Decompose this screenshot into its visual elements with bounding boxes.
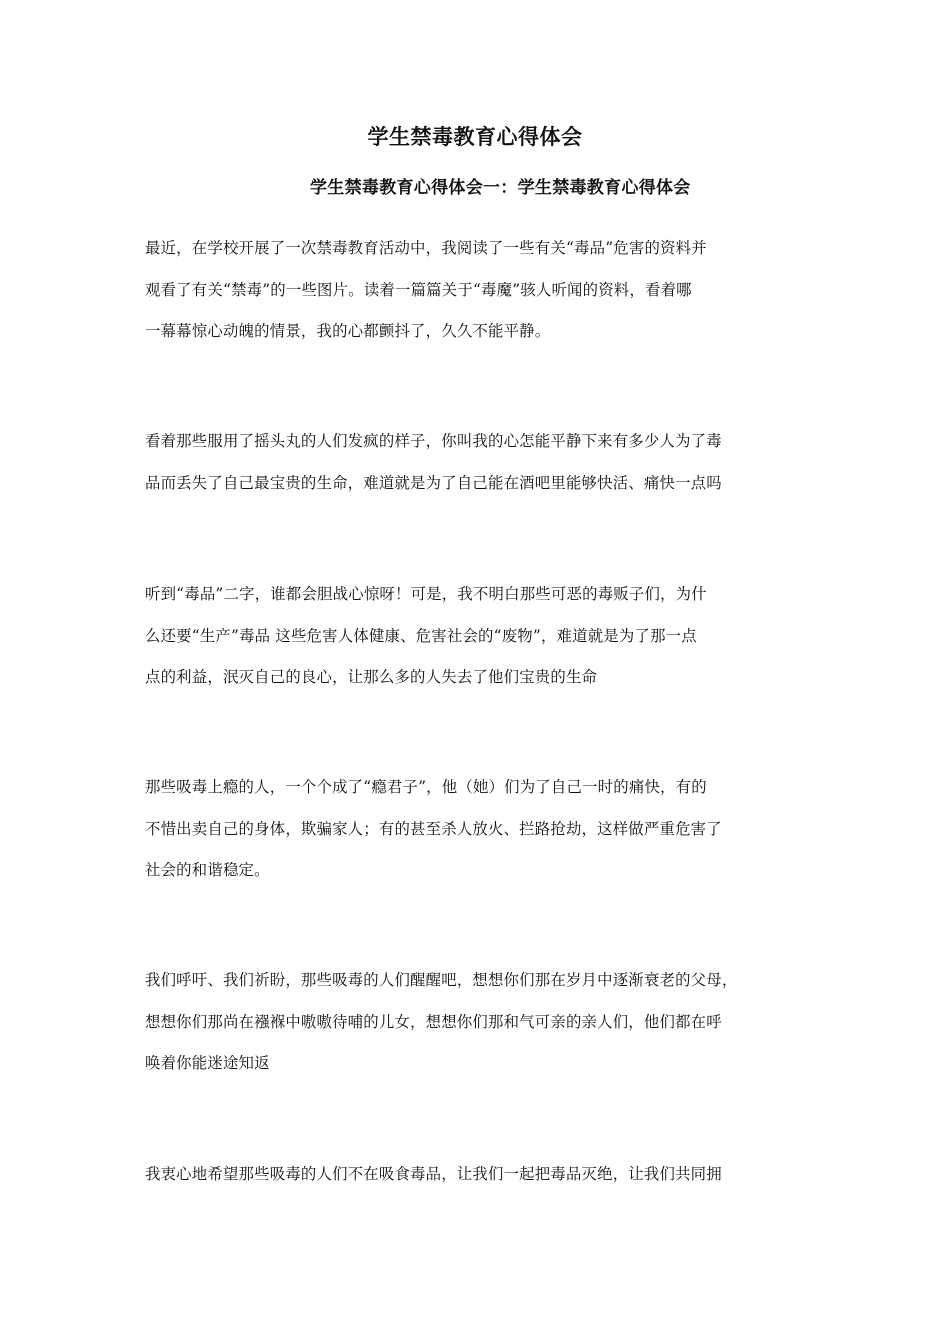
paragraph-4 bbox=[145, 767, 817, 892]
paragraph-line: 我衷心地希望那些吸毒的人们不在吸食毒品，让我们一起把毒品灭绝，让我们共同拥 bbox=[145, 1165, 722, 1183]
paragraph-line: 想想你们那尚在襁褓中嗷嗷待哺的儿女，想想你们那和气可亲的亲人们，他们都在呼 bbox=[145, 1012, 722, 1031]
paragraph-5 bbox=[145, 960, 817, 1085]
paragraph-1 bbox=[145, 228, 817, 353]
paragraph-line: 品而丢失了自己最宝贵的生命，难道就是为了自己能在酒吧里能够快活、痛快一点吗 bbox=[145, 473, 722, 492]
paragraph-6 bbox=[145, 1154, 817, 1196]
paragraph-3 bbox=[145, 574, 817, 699]
paragraph-line: 唤着你能迷途知返 bbox=[145, 1054, 270, 1072]
paragraph-line: 听到“毒品”二字，谁都会胆战心惊呀！可是，我不明白那些可恶的毒贩子们，为什 bbox=[145, 585, 707, 603]
paragraph-line: 那些吸毒上瘾的人，一个个成了“瘾君子”，他（她）们为了自己一时的痛快，有的 bbox=[145, 778, 707, 796]
paragraph-line: 一幕幕惊心动魄的情景，我的心都颤抖了，久久不能平静。 bbox=[145, 322, 551, 340]
paragraph-line: 我们呼吁、我们祈盼，那些吸毒的人们醒醒吧，想想你们那在岁月中逐渐衰老的父母， bbox=[145, 971, 738, 989]
paragraph-line: 点的利益，泯灭自己的良心，让那么多的人失去了他们宝贵的生命 bbox=[145, 668, 598, 686]
paragraph-2 bbox=[145, 421, 817, 504]
paragraph-line: 么还要“生产”毒品 这些危害人体健康、危害社会的“废物”，难道就是为了那一点 bbox=[145, 626, 697, 645]
paragraph-line: 社会的和谐稳定。 bbox=[145, 861, 270, 879]
paragraph-line: 最近，在学校开展了一次禁毒教育活动中，我阅读了一些有关“毒品”危害的资料并 bbox=[145, 239, 707, 257]
paragraph-line: 看着那些服用了摇头丸的人们发疯的样子，你叫我的心怎能平静下来有多少人为了毒 bbox=[145, 432, 722, 450]
paragraph-line: 不惜出卖自己的身体，欺骗家人；有的甚至杀人放火、拦路抢劫，这样做严重危害了 bbox=[145, 819, 722, 838]
paragraph-line: 观看了有关“禁毒”的一些图片。读着一篇篇关于“毒魔”骇人听闻的资料，看着哪 bbox=[145, 280, 692, 299]
document-subtitle: 学生禁毒教育心得体会一：学生禁毒教育心得体会 bbox=[310, 178, 691, 198]
document-title: 学生禁毒教育心得体会 bbox=[367, 124, 583, 149]
